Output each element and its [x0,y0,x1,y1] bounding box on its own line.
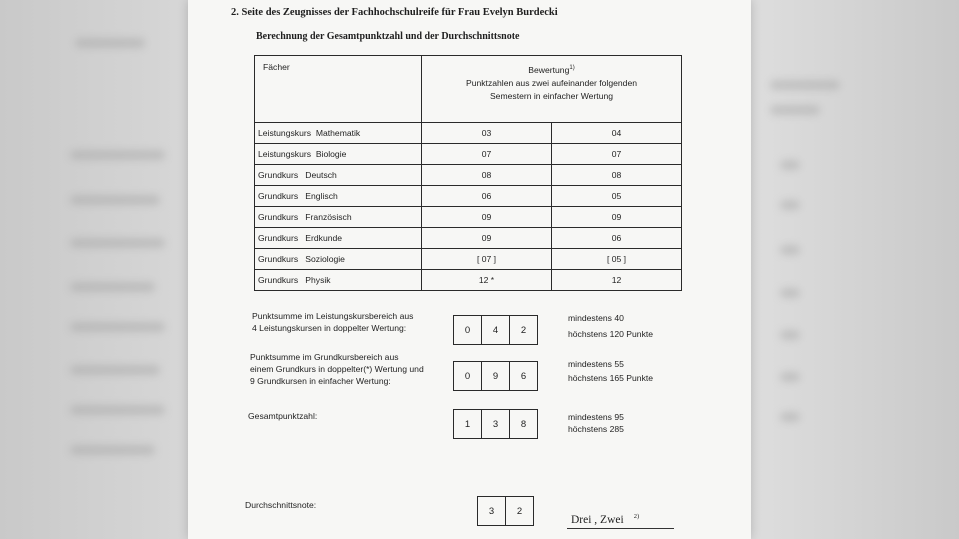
table-row [255,207,682,228]
table-header-row [255,56,682,123]
blurred-background-text [75,38,145,48]
blurred-background-text [780,200,800,210]
subject-name: Physik [305,275,331,285]
digit-box: 6 [520,370,527,382]
lk-sum-min: mindestens 40 [568,313,624,323]
semester1-score: 03 [422,123,552,144]
subject-cell [255,207,422,228]
digit-box: 4 [482,316,510,344]
blurred-background-text [70,445,155,455]
blurred-background-text [70,238,165,248]
gk-sum-min: mindestens 55 [568,359,624,369]
total-label: Gesamtpunktzahl: [248,411,318,421]
blurred-background-text [70,322,165,332]
semester2-score: 09 [551,207,681,228]
blurred-background-text [70,365,160,375]
digit-box: 3 [478,497,506,525]
subject-name: Englisch [305,191,338,201]
course-type: Leistungskurs [258,149,312,159]
blurred-background-text [770,105,820,115]
semester2-score: 08 [551,165,681,186]
total-digit-boxes [453,409,538,439]
table-row [255,249,682,270]
blurred-background-text [780,245,800,255]
lk-sum-label-line2: 4 Leistungskursen in doppelter Wertung: [252,323,407,333]
semester2-score: 07 [551,144,681,165]
semester1-score: [ 07 ] [422,249,552,270]
digit-box: 0 [454,362,482,390]
lk-sum-label-line1: Punktsumme im Leistungskursbereich aus [252,311,414,321]
semester2-score: [ 05 ] [551,249,681,270]
table-row [255,165,682,186]
lk-sum-range [568,312,653,340]
gk-sum-max: höchstens 165 Punkte [568,373,654,383]
blurred-background-text [70,150,165,160]
gk-sum-label-line3: 9 Grundkursen in einfacher Wertung: [250,376,391,386]
subject-cell [255,144,422,165]
table-row [255,228,682,249]
gk-sum-range [568,358,653,384]
total-min: mindestens 95 [568,412,624,422]
course-type: Grundkurs [258,170,299,180]
digit-box: 2 [516,505,523,517]
rating-header [422,56,682,123]
certificate-page [188,0,751,539]
semester2-score: 04 [551,123,681,144]
lk-sum-max: höchstens 120 Punkte [568,329,654,339]
semester1-score: 07 [422,144,552,165]
table-row [255,123,682,144]
subject-cell [255,270,422,291]
blurred-background-text [780,330,800,340]
table-row [255,186,682,207]
course-type: Grundkurs [258,191,299,201]
rating-title: Bewertung [528,64,570,75]
average-in-words [571,513,639,526]
blurred-background-text [780,412,800,422]
course-type: Grundkurs [258,275,299,285]
subject-cell [255,228,422,249]
total-range [568,411,624,435]
subject-name: Mathematik [315,128,361,138]
rating-footnote: 1) [569,65,575,71]
subject-name: Erdkunde [305,233,343,243]
lk-sum-digit-boxes [453,315,538,345]
average-digit-boxes [477,496,534,526]
gk-sum-label [250,351,424,387]
digit-box: 2 [520,324,527,336]
grades-table [254,55,682,291]
gk-sum-digit-boxes [453,361,538,391]
semester2-score: 05 [551,186,681,207]
blurred-background-text [780,372,800,382]
table-row [255,270,682,291]
course-type: Grundkurs [258,254,299,264]
subject-cell [255,165,422,186]
rating-note-line1: Punktzahlen aus zwei aufeinander folgenden [465,77,638,88]
course-type: Leistungskurs [258,128,312,138]
subject-cell [255,186,422,207]
table-row [255,144,682,165]
semester1-score: 12 * [422,270,552,291]
subjects-header: Fächer [255,56,422,123]
semester1-score: 09 [422,207,552,228]
average-footnote: 2) [633,513,640,520]
gk-sum-label-line1: Punktsumme im Grundkursbereich aus [250,352,399,362]
average-words-text: Drei , Zwei [571,513,624,526]
blurred-background-text [780,288,800,298]
blurred-background-text [70,282,155,292]
subject-cell [255,249,422,270]
total-max: höchstens 285 [568,424,624,434]
course-type: Grundkurs [258,233,299,243]
semester2-score: 06 [551,228,681,249]
subject-cell [255,123,422,144]
gk-sum-label-line2: einem Grundkurs in doppelter(*) Wertung und [250,364,424,374]
digit-box: 9 [482,362,510,390]
semester1-score: 06 [422,186,552,207]
semester1-score: 08 [422,165,552,186]
subject-name: Soziologie [305,254,345,264]
blurred-background-text [70,405,165,415]
subject-name: Biologie [315,149,347,159]
average-label: Durchschnittsnote: [245,500,317,510]
rating-note-line2: Semestern in einfacher Wertung [489,90,614,101]
semester2-score: 12 [551,270,681,291]
blurred-background-text [770,80,840,90]
blurred-background-text [70,195,160,205]
semester1-score: 09 [422,228,552,249]
digit-box: 3 [482,410,510,438]
subject-name: Französisch [305,212,352,222]
blurred-background-text [780,160,800,170]
lk-sum-label [252,310,413,334]
section-subheading: Berechnung der Gesamtpunktzahl und der Durchschnittsnote [256,31,520,42]
digit-box: 1 [454,410,482,438]
average-underline [567,528,674,529]
course-type: Grundkurs [258,212,299,222]
subject-name: Deutsch [305,170,337,180]
page-heading: 2. Seite des Zeugnisses der Fachhochschulreife für Frau Evelyn Burdecki [231,7,558,18]
digit-box: 8 [520,418,527,430]
digit-box: 0 [454,316,482,344]
